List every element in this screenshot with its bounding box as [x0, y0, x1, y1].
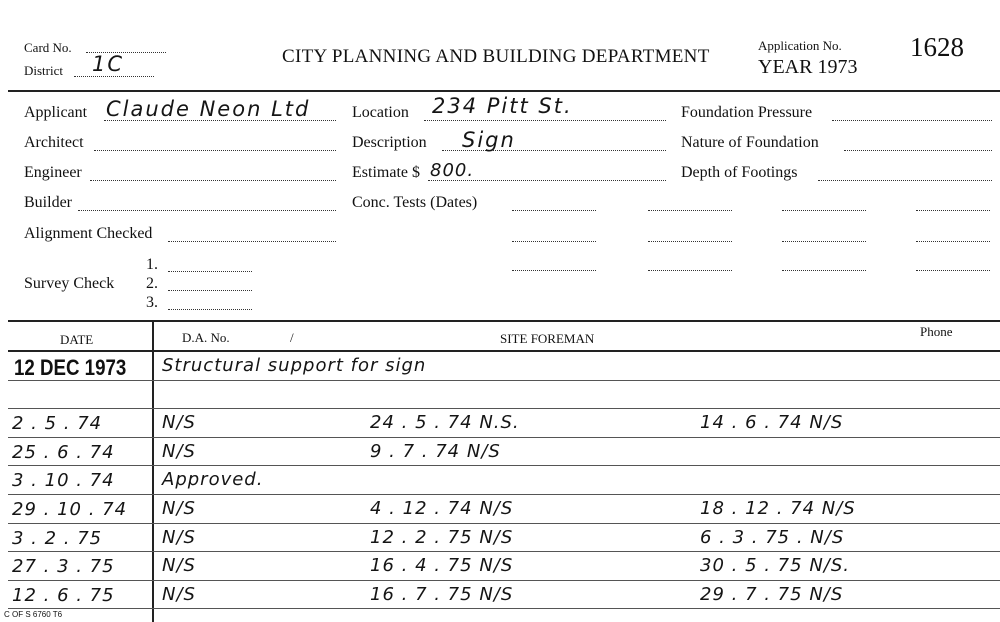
application-no-label: Application No. — [758, 38, 842, 53]
survey-field-1 — [168, 271, 252, 272]
row-divider — [8, 380, 1000, 381]
row-entry-c2: 12 . 2 . 75 N/S — [370, 526, 514, 548]
row-entry-c1: N/S — [162, 583, 196, 605]
row-date: 2 . 5 . 74 — [12, 413, 103, 435]
row-entry-c1: Structural support for sign — [162, 355, 427, 376]
conc-test-field — [512, 270, 596, 271]
survey-field-3 — [168, 309, 252, 310]
conc-test-field — [782, 270, 866, 271]
row-divider — [8, 408, 1000, 409]
phone-header: Phone — [920, 324, 953, 339]
conc-test-field — [512, 241, 596, 242]
row-entry-c3: 29 . 7 . 75 N/S — [700, 583, 844, 605]
conc-test-field — [916, 210, 990, 211]
row-entry-c3: 18 . 12 . 74 N/S — [700, 498, 856, 519]
architect-label: Architect — [24, 134, 84, 151]
conc-test-field — [916, 270, 990, 271]
row-date: 12 . 6 . 75 — [12, 584, 115, 606]
builder-field — [78, 210, 336, 211]
site-foreman-header: SITE FOREMAN — [500, 331, 595, 346]
row-entry-c1: N/S — [162, 440, 196, 462]
row-divider — [8, 551, 1000, 552]
row-entry-c1: Approved. — [162, 469, 264, 491]
location-field — [424, 120, 666, 121]
row-entry-c2: 16 . 7 . 75 N/S — [370, 583, 514, 605]
depth-footings-label: Depth of Footings — [681, 164, 798, 181]
applicant-label: Applicant — [24, 104, 88, 121]
row-entry-c2: 24 . 5 . 74 N.S. — [370, 412, 520, 434]
row-date: 29 . 10 . 74 — [12, 499, 128, 520]
row-divider — [8, 494, 1000, 495]
table-top-border — [8, 320, 1000, 322]
row-entry-c2: 16 . 4 . 75 N/S — [370, 555, 514, 577]
survey-field-2 — [168, 290, 252, 291]
da-slash: / — [290, 330, 294, 345]
district-label: District — [24, 63, 63, 78]
date-stamp: 12 DEC 1973 — [14, 355, 127, 380]
year-label: YEAR 1973 — [758, 56, 858, 78]
row-entry-c1: N/S — [162, 498, 196, 519]
conc-test-field — [648, 241, 732, 242]
nature-foundation-label: Nature of Foundation — [681, 134, 819, 151]
district-field — [74, 76, 154, 77]
row-date: 27 . 3 . 75 — [12, 556, 115, 578]
application-number: 1628 — [910, 32, 964, 62]
row-entry-c3: 30 . 5 . 75 N/S. — [700, 555, 850, 577]
applicant-value: Claude Neon Ltd — [106, 97, 311, 121]
architect-field — [94, 150, 336, 151]
table-header-divider — [8, 350, 1000, 352]
row-entry-c3: 14 . 6 . 74 N/S — [700, 412, 844, 434]
row-divider — [8, 465, 1000, 466]
row-divider — [8, 608, 1000, 609]
description-value: Sign — [462, 128, 516, 152]
row-divider — [8, 523, 1000, 524]
row-entry-c3: 6 . 3 . 75 . N/S — [700, 526, 845, 548]
department-title: CITY PLANNING AND BUILDING DEPARTMENT — [282, 46, 710, 67]
conc-test-field — [782, 241, 866, 242]
survey-item-2: 2. — [146, 275, 158, 292]
location-label: Location — [352, 104, 409, 121]
survey-item-3: 3. — [146, 294, 158, 311]
form-code: C OF S 6760 T6 — [4, 610, 63, 619]
row-entry-c1: N/S — [162, 526, 196, 548]
row-entry-c2: 4 . 12 . 74 N/S — [370, 498, 514, 519]
district-value: 1C — [92, 52, 125, 76]
row-date: 25 . 6 . 74 — [12, 441, 115, 463]
conc-test-field — [512, 210, 596, 211]
alignment-label: Alignment Checked — [24, 225, 153, 242]
card-no-label: Card No. — [24, 40, 72, 55]
location-value: 234 Pitt St. — [432, 94, 573, 118]
conc-test-field — [648, 210, 732, 211]
date-column-divider — [152, 320, 154, 622]
conc-test-field — [648, 270, 732, 271]
estimate-label: Estimate $ — [352, 164, 420, 181]
depth-footings-field — [818, 180, 992, 181]
row-entry-c1: N/S — [162, 412, 196, 434]
survey-check-label: Survey Check — [24, 275, 115, 292]
estimate-value: 800. — [430, 160, 475, 181]
row-entry-c1: N/S — [162, 555, 196, 577]
nature-foundation-field — [844, 150, 992, 151]
row-divider — [8, 437, 1000, 438]
builder-label: Builder — [24, 194, 72, 211]
conc-tests-label: Conc. Tests (Dates) — [352, 194, 478, 211]
foundation-pressure-field — [832, 120, 992, 121]
foundation-pressure-label: Foundation Pressure — [681, 104, 813, 121]
description-label: Description — [352, 134, 427, 151]
row-date: 3 . 2 . 75 — [12, 527, 103, 549]
header-divider — [8, 90, 1000, 92]
engineer-field — [90, 180, 336, 181]
da-no-header: D.A. No. — [182, 330, 230, 345]
row-divider — [8, 580, 1000, 581]
conc-test-field — [916, 241, 990, 242]
row-entry-c2: 9 . 7 . 74 N/S — [370, 440, 501, 462]
date-header: DATE — [60, 332, 94, 347]
row-date: 3 . 10 . 74 — [12, 470, 115, 492]
survey-item-1: 1. — [146, 256, 158, 273]
conc-test-field — [782, 210, 866, 211]
alignment-field — [168, 241, 336, 242]
engineer-label: Engineer — [24, 164, 82, 181]
